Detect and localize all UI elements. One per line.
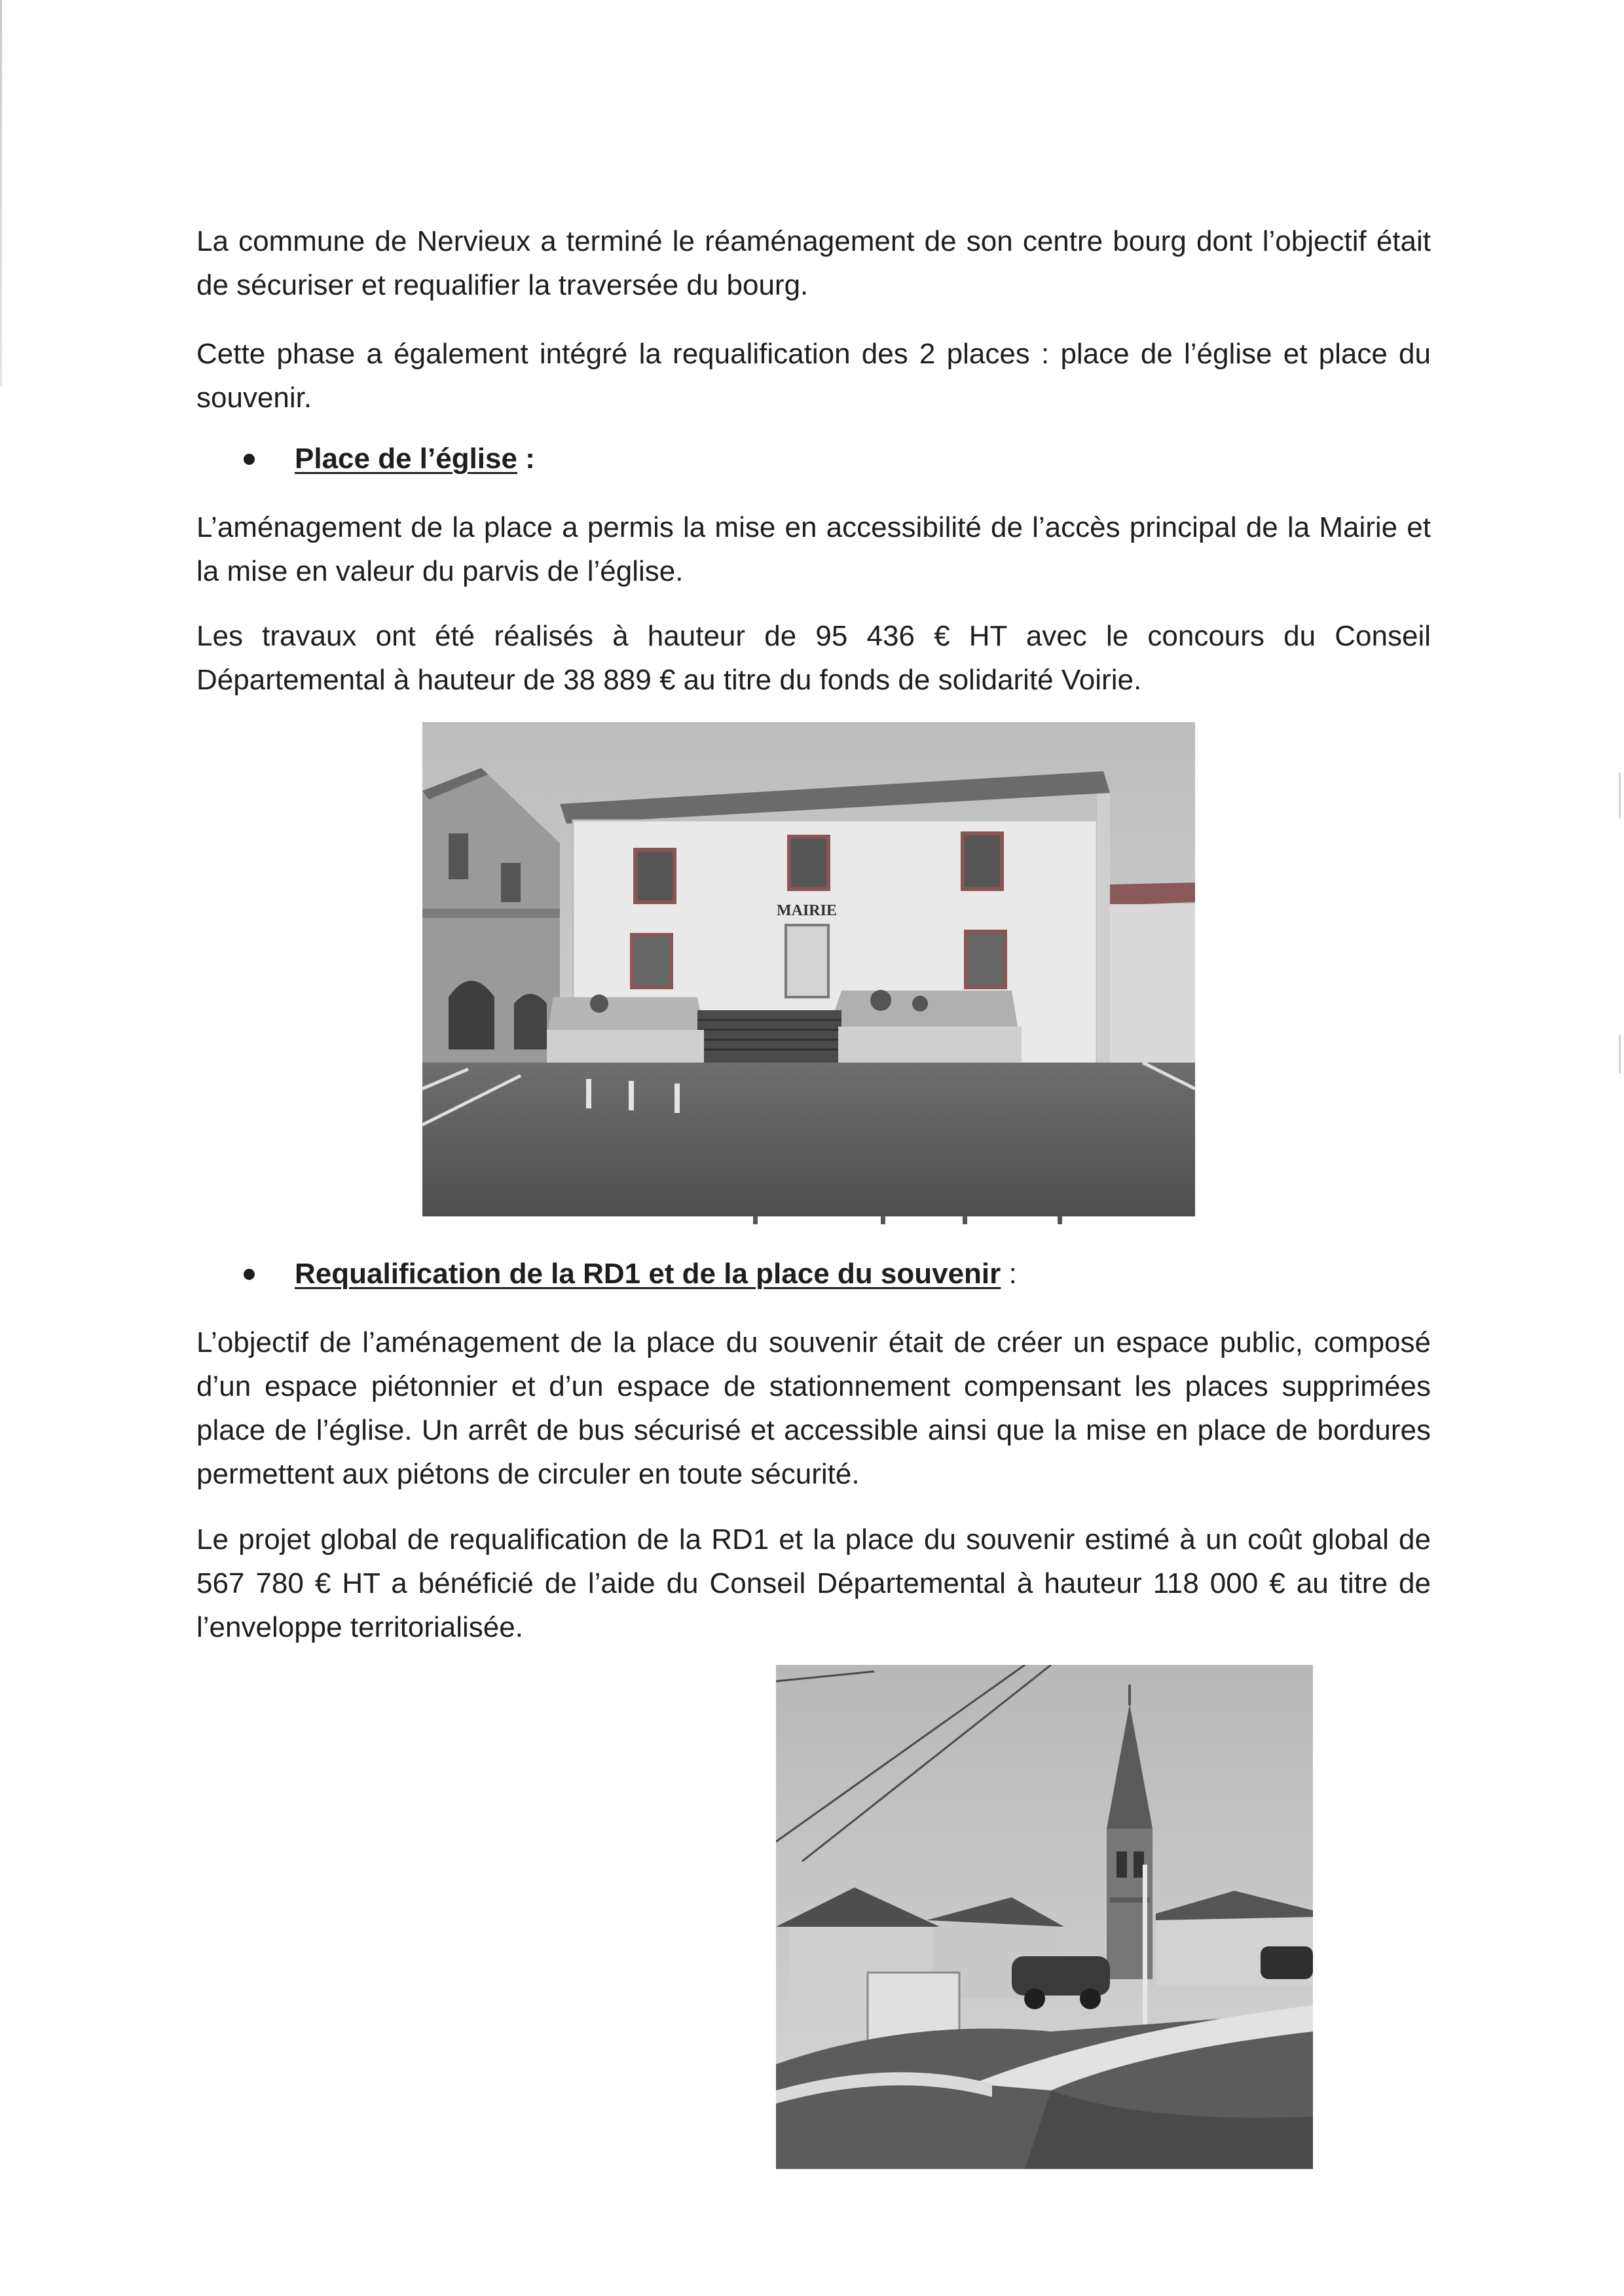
- scan-artifact: [753, 1216, 1067, 1226]
- heading-colon: :: [517, 443, 535, 475]
- paragraph-souvenir-1: L’objectif de l’aménagement de la place du souvenir était de créer un espace public, composé d’un espace piétonnier et d’un espace de stationnement compensant les places supprimées place de l’église. Un arrêt de bus sécurisé et accessible ainsi que la mise en place de bordures permettent aux piétons de circuler en toute sécurité.: [196, 1326, 1431, 1490]
- heading-label: Place de l’église: [295, 443, 517, 475]
- photo-place-souvenir: [776, 1665, 1313, 2169]
- paragraph-eglise-1: L’aménagement de la place a permis la mise en accessibilité de l’accès principal de la Mairie et la mise en valeur du parvis de l’église.: [196, 511, 1431, 587]
- bullet-icon: [244, 454, 255, 465]
- bullet-icon: [244, 1269, 255, 1280]
- heading-place-eglise: [295, 439, 535, 479]
- photo-mairie-drawing: [422, 722, 1195, 1216]
- paragraph-eglise-2: Les travaux ont été réalisés à hauteur de 95 436 € HT avec le concours du Conseil Départemental à hauteur de 38 889 € au titre du fonds de solidarité Voirie.: [196, 620, 1431, 696]
- heading-colon: :: [1001, 1258, 1017, 1290]
- heading-label: Requalification de la RD1 et de la place du souvenir: [295, 1258, 1001, 1290]
- paragraph-souvenir-2: Le projet global de requalification de la RD1 et la place du souvenir estimé à un coût global de 567 780 € HT a bénéficié de l’aide du Conseil Départemental à hauteur 118 000 € au titre de l’enveloppe territorialisée.: [196, 1523, 1431, 1643]
- mairie-sign: MAIRIE: [776, 902, 838, 919]
- heading-requalification-rd1: [295, 1254, 1017, 1294]
- photo-souvenir-drawing: [776, 1665, 1313, 2169]
- paragraph-intro-1: La commune de Nervieux a terminé le réaménagement de son centre bourg dont l’objectif était de sécuriser et requalifier la traversée du bourg.: [196, 225, 1431, 301]
- paragraph-intro-2: Cette phase a également intégré la requalification des 2 places : place de l’église et place du souvenir.: [196, 338, 1431, 414]
- photo-mairie: [422, 722, 1195, 1216]
